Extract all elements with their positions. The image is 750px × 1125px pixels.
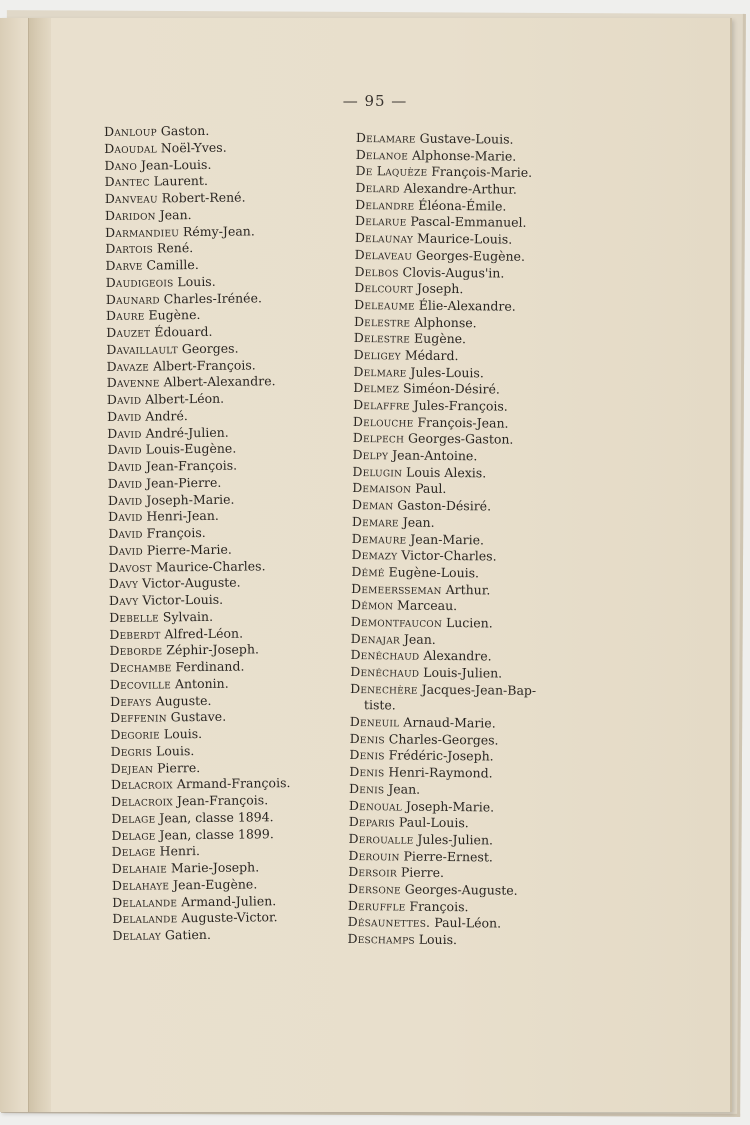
given-names: Jean-Eugène. [173, 876, 258, 893]
list-item [351, 564, 537, 583]
given-names: Jean-Louis. [140, 156, 212, 173]
given-names: Alfred-Léon. [164, 625, 244, 641]
given-names: Louis. [177, 273, 216, 289]
surname: Delaunay [354, 230, 414, 246]
list-item [105, 189, 285, 208]
list-item [111, 826, 291, 845]
surname: Delalande [112, 910, 178, 927]
given-names: Arnaud-Marie. [403, 714, 496, 731]
surname: Delacroix [110, 776, 173, 793]
surname: Delamare [355, 130, 416, 146]
surname: David [106, 391, 142, 407]
list-item [353, 397, 539, 416]
surname: Daunard [105, 290, 160, 307]
list-item [350, 681, 536, 700]
list-item [353, 364, 539, 383]
list-item [354, 314, 540, 333]
given-names: René. [156, 240, 194, 256]
list-item [110, 708, 290, 727]
list-item [351, 631, 537, 650]
given-names: Gatien. [164, 926, 211, 943]
given-names: Henri. [159, 843, 201, 859]
surname: David [108, 508, 143, 525]
surname: Denéchaud [350, 663, 420, 680]
surname: David [107, 475, 143, 491]
surname: Demontfaucon [350, 613, 443, 630]
list-item [105, 239, 285, 258]
surname: Decoville [109, 676, 172, 692]
page-gutter [28, 18, 51, 1112]
surname: Dechambe [109, 659, 172, 675]
surname: Deberdt [109, 625, 161, 642]
surname: Debelle [109, 609, 159, 625]
list-item [347, 931, 533, 950]
surname: Deborde [109, 642, 163, 659]
list-item [111, 759, 291, 778]
list-item [355, 197, 541, 216]
surname: Delandre [355, 196, 415, 213]
surname: Démon [350, 597, 394, 613]
given-names: Pierre. [157, 759, 201, 775]
given-names: Albert-François. [152, 356, 256, 373]
given-names: Victor-Louis. [142, 591, 224, 608]
list-item [355, 180, 541, 199]
list-item [112, 926, 292, 945]
given-names: Pierre. [400, 864, 445, 881]
surname: Delpech [352, 430, 405, 446]
given-names: Jules-Louis. [410, 364, 484, 380]
list-item [106, 290, 286, 309]
list-item [109, 608, 289, 627]
surname: Daure [105, 307, 145, 324]
given-names: Lucien. [445, 614, 493, 631]
surname: Delahaye [111, 877, 170, 893]
given-names: Frédéric-Joseph. [388, 747, 494, 764]
surname: Dantec [104, 173, 150, 190]
surname: Davy [108, 592, 139, 608]
given-names: Victor-Auguste. [142, 574, 241, 591]
list-item [110, 658, 290, 677]
surname: Dartois [105, 240, 154, 257]
surname: Daudigeois [105, 274, 174, 290]
surname: Delalande [112, 893, 178, 910]
list-item [353, 430, 539, 449]
list-item [350, 731, 536, 750]
list-item [351, 547, 537, 566]
list-item [112, 909, 292, 928]
list-item [110, 725, 290, 744]
given-names: Maurice-Charles. [155, 557, 266, 574]
list-item [110, 692, 290, 711]
surname: Delaffre [353, 396, 410, 413]
given-names: Jean-Pierre. [146, 474, 222, 491]
list-item [348, 848, 534, 867]
given-names: Élie-Alexandre. [418, 297, 516, 314]
list-item [109, 591, 289, 610]
surname: Deffenin [110, 709, 167, 726]
given-names: Charles-Georges. [388, 731, 499, 748]
list-item [348, 831, 534, 850]
given-names: Paul-Léon. [434, 915, 502, 931]
given-names: Rémy-Jean. [182, 222, 255, 239]
surname: Denajar [350, 630, 401, 647]
surname: David [108, 525, 143, 541]
given-names: Jean, classe 1894. [159, 809, 274, 826]
given-names: Pierre-Marie. [146, 541, 232, 558]
list-item [348, 898, 534, 917]
surname: Désaunettes. [347, 914, 431, 931]
list-item [108, 541, 288, 560]
given-names: Auguste. [155, 692, 212, 708]
surname: Delaveau [354, 246, 413, 263]
list-item [108, 474, 288, 493]
list-item [112, 876, 292, 895]
given-names: Paul. [415, 481, 447, 497]
surname: Darve [105, 257, 143, 273]
surname: Deroualle [348, 830, 414, 847]
given-names: Maurice-Louis. [416, 230, 513, 247]
list-item [106, 323, 286, 342]
surname: Delestre [353, 330, 411, 346]
given-names: Georges-Eugène. [415, 247, 526, 264]
list-item [352, 530, 538, 549]
list-item [108, 457, 288, 476]
given-names: Gustave. [170, 709, 227, 725]
surname: Dauzet [106, 324, 151, 340]
given-names: Jean-François. [176, 792, 269, 809]
given-names: Henri-Jean. [146, 508, 219, 524]
list-item [353, 414, 539, 433]
surname: Daridon [104, 207, 156, 223]
given-names: Alexandre-Arthur. [403, 180, 517, 197]
list-item [109, 574, 289, 593]
list-item [348, 914, 534, 933]
list-item [355, 213, 541, 232]
list-item [353, 380, 539, 399]
list-item [352, 514, 538, 533]
list-item [104, 122, 284, 141]
list-item [356, 130, 542, 149]
list-item [108, 491, 288, 510]
surname: Delage [111, 843, 156, 860]
surname: David [107, 492, 143, 508]
given-names: Louis-Julien. [423, 664, 503, 681]
given-names: Joseph-Marie. [146, 491, 235, 508]
surname: Daoudal [104, 140, 157, 156]
given-names: Eugène-Louis. [388, 564, 480, 581]
surname: Delmez [353, 380, 400, 396]
given-names: Joseph-Marie. [405, 798, 495, 814]
list-item [348, 881, 534, 900]
list-item [350, 647, 536, 666]
list-item [353, 447, 539, 466]
given-names: Georges-Auguste. [404, 881, 518, 898]
surname: Delbos [354, 263, 399, 279]
given-names: Eugène. [148, 307, 201, 323]
list-item [351, 614, 537, 633]
list-item [354, 280, 540, 299]
list-item [104, 156, 284, 175]
given-names: Antonin. [174, 675, 229, 692]
list-item [349, 764, 535, 783]
list-item [105, 172, 285, 191]
surname: Delahaie [111, 860, 168, 876]
surname: Denis [349, 730, 385, 747]
given-names: André. [145, 407, 188, 424]
given-names: Alphonse-Marie. [411, 147, 517, 164]
surname: Démé [351, 563, 385, 580]
surname: Delard [355, 180, 400, 196]
surname: Demeersseman [351, 580, 442, 597]
list-item [349, 797, 535, 816]
given-names: Sylvain. [162, 608, 214, 625]
given-names: Pierre-Ernest. [403, 848, 493, 865]
surname: Delanoe [355, 146, 409, 163]
page-number: — 95 — [342, 92, 408, 110]
surname: Delpy [352, 447, 389, 463]
given-names: Louis. [155, 742, 195, 759]
given-names: Jean-François. [145, 457, 238, 474]
given-names: Clovis-Augus'in. [402, 263, 505, 281]
given-names: Jacques-Jean-Bap- [421, 681, 537, 698]
list-item [106, 306, 286, 325]
surname: Derouin [348, 847, 400, 864]
given-names: Gaston-Désiré. [397, 497, 492, 514]
surname: Demare [351, 513, 399, 530]
surname: Deligey [353, 346, 401, 363]
surname: Degris [110, 743, 153, 759]
given-names: Charles-Irénée. [163, 289, 262, 306]
surname: Denechère [350, 680, 418, 697]
given-names: Eugène. [413, 330, 467, 347]
surname: Defays [109, 693, 152, 709]
given-names: Jules-François. [413, 397, 508, 414]
given-names: Marceau. [396, 597, 458, 614]
list-item [351, 581, 537, 600]
given-names: Jean. [403, 631, 436, 647]
surname: Deman [351, 497, 394, 513]
list-item [354, 297, 540, 316]
surname: Dersoir [348, 864, 397, 880]
surname: Denoual [348, 797, 403, 814]
right-name-column [347, 130, 542, 950]
list-item [106, 357, 286, 376]
list-item [105, 223, 285, 242]
given-names: François-Marie. [431, 164, 533, 181]
surname: Darmandieu [105, 223, 180, 240]
given-names: Georges-Gaston. [408, 430, 514, 448]
given-names: Louis-Eugène. [145, 440, 237, 457]
surname: David [108, 542, 143, 558]
surname: Delalay [112, 927, 162, 943]
surname: Davy [108, 575, 139, 592]
given-names: Albert-Léon. [145, 390, 225, 407]
list-item [349, 747, 535, 766]
list-item [350, 714, 536, 733]
surname: Deschamps [347, 930, 415, 947]
surname: Delacroix [111, 793, 174, 809]
list-item [112, 842, 292, 861]
surname: Demazy [351, 547, 398, 563]
list-item [107, 407, 287, 426]
surname: Delarue [354, 213, 407, 229]
given-names: Gustave-Louis. [419, 130, 514, 147]
surname: Denis [349, 780, 385, 797]
given-names: Siméon-Désiré. [403, 380, 500, 397]
given-names: Jules-Julien. [417, 831, 494, 848]
list-item [354, 263, 540, 282]
surname: Delage [111, 827, 156, 843]
given-names: Paul-Louis. [398, 814, 469, 831]
given-names: Ferdinand. [175, 658, 245, 675]
list-item [112, 893, 292, 912]
given-names: Alexandre. [423, 648, 492, 664]
left-name-column [104, 122, 292, 945]
list-item [105, 206, 285, 225]
given-names: Robert-René. [161, 189, 246, 206]
given-names: Marie-Joseph. [170, 859, 260, 876]
list-item [348, 864, 534, 883]
surname: Deruffle [347, 897, 406, 914]
list-item [105, 256, 285, 275]
list-item [110, 675, 290, 694]
list-item [111, 792, 291, 811]
surname: Deleaume [354, 296, 415, 313]
surname: Danveau [104, 190, 158, 206]
list-item [108, 524, 288, 543]
given-names: Gaston. [160, 122, 210, 139]
given-names: Jean-Antoine. [392, 447, 478, 464]
surname: Delage [111, 810, 156, 826]
given-names: Joseph. [416, 280, 464, 297]
surname: De Laquèze [355, 163, 428, 180]
surname: David [107, 458, 143, 474]
list-item [350, 664, 536, 683]
list-item [351, 597, 537, 616]
surname: Delouche [352, 413, 414, 430]
given-names: Zéphir-Joseph. [166, 641, 260, 658]
surname: Deparis [348, 814, 396, 830]
given-names: Armand-Julien. [181, 892, 277, 909]
list-item [106, 273, 286, 292]
given-names: tiste. [363, 697, 396, 713]
given-names: Jean. [159, 206, 192, 223]
list-item [354, 347, 540, 366]
list-item [112, 859, 292, 878]
surname: Dersone [347, 880, 401, 897]
given-names: Albert-Alexandre. [163, 373, 276, 390]
surname: Dano [104, 157, 138, 173]
surname: Delmare [353, 363, 407, 380]
list-item [355, 163, 541, 182]
surname: Davaillault [106, 340, 178, 357]
list-item [107, 440, 287, 459]
list-item [111, 809, 291, 828]
surname: Davost [108, 559, 152, 575]
given-names: Jean. [402, 514, 435, 530]
list-item [349, 814, 535, 833]
given-names: Jean-Marie. [410, 531, 485, 547]
list-item [355, 230, 541, 249]
list-item [106, 340, 286, 359]
list-item [109, 625, 289, 644]
surname: Dejean [110, 760, 154, 776]
list-item [107, 373, 287, 392]
surname: Demaison [352, 480, 412, 497]
given-names: Henri-Raymond. [388, 764, 493, 781]
given-names: Médard. [404, 347, 459, 364]
given-names: Éléona-Émile. [418, 197, 507, 214]
given-names: Pascal-Emmanuel. [410, 214, 527, 231]
surname: Denis [349, 764, 385, 780]
given-names: Armand-François. [176, 775, 291, 792]
list-item [104, 139, 284, 158]
given-names: Camille. [146, 257, 199, 273]
list-item [107, 424, 287, 443]
list-item [355, 247, 541, 266]
list-item [352, 480, 538, 499]
surname: Danloup [104, 123, 157, 139]
surname: Deneuil [349, 714, 400, 730]
list-item [352, 497, 538, 516]
surname: Demaure [351, 530, 407, 547]
given-names: François. [146, 524, 206, 541]
surname: Degorie [110, 726, 160, 742]
list-item [356, 147, 542, 166]
given-names: Laurent. [153, 173, 208, 189]
given-names: François-Jean. [417, 414, 509, 431]
given-names: Louis. [163, 726, 203, 742]
surname: Denis [349, 747, 385, 763]
list-item [108, 507, 288, 526]
surname: David [107, 441, 142, 458]
given-names: Arthur. [445, 581, 491, 597]
given-names: Georges. [181, 340, 239, 356]
given-names: André-Julien. [145, 424, 229, 441]
surname: Delugin [352, 463, 403, 480]
given-names: Alphonse. [414, 314, 477, 330]
list-item [349, 781, 535, 800]
given-names: François. [409, 898, 469, 914]
surname: Delestre [353, 313, 411, 330]
surname: Davaze [106, 358, 150, 374]
list-item [350, 697, 536, 716]
given-names: Louis Alexis. [406, 464, 487, 481]
surname: Delcourt [354, 280, 414, 296]
list-item [110, 742, 290, 761]
list-item [354, 330, 540, 349]
given-names: Édouard. [154, 323, 213, 340]
given-names: Louis. [418, 931, 458, 948]
given-names: Noël-Yves. [160, 139, 227, 156]
list-item [352, 464, 538, 483]
surname: David [107, 425, 142, 441]
surname: Denéchaud [350, 647, 420, 664]
given-names: Auguste-Victor. [181, 909, 278, 926]
surname: David [106, 408, 142, 424]
list-item [107, 390, 287, 409]
given-names: Victor-Charles. [401, 547, 497, 564]
given-names: Jean, classe 1899. [159, 825, 274, 842]
surname: Davenne [106, 374, 160, 391]
given-names: Jean. [388, 781, 421, 797]
list-item [109, 558, 289, 577]
list-item [111, 775, 291, 794]
list-item [109, 641, 289, 660]
